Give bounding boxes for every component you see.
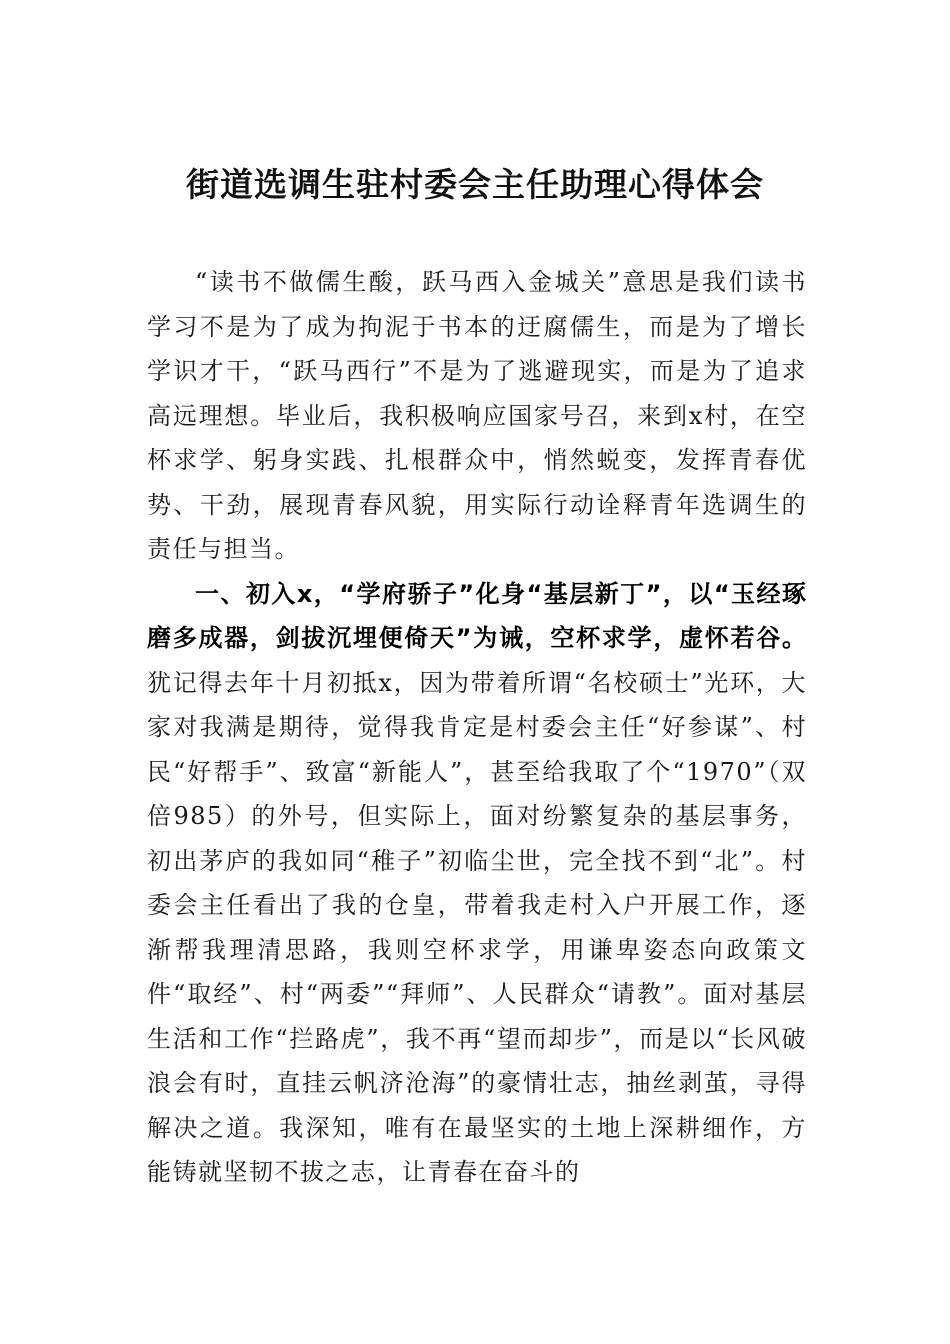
intro-paragraph: “读书不做儒生酸，跃马西入金城关”意思是我们读书学习不是为了成为拘泥于书本的迂腐儒生，而是为了增长学识才干，“跃马西行”不是为了逃避现实，而是为了追求高远理想。毕业后，我积极响应国家号召，来到x村，在空杯求学、躬身实践、扎根群众中，悄然蜕变，发挥青春优势、干劲，展现青春风貌，用实际行动诠释青年选调生的责任与担当。 — [147, 268, 807, 563]
document-body — [147, 260, 807, 1195]
section-1-heading: 一、初入x，“学府骄子”化身“基层新丁”，以“玉经琢磨多成器，剑拔沉埋便倚天”为诫，空杯求学，虚怀若谷。 — [147, 579, 807, 652]
section-1-body: 犹记得去年十月初抵x，因为带着所谓“名校硕士”光环，大家对我满是期待，觉得我肯定是村委会主任“好参谋”、村民“好帮手”、致富“新能人”，甚至给我取了个“1970”（双倍985）的外号，但实际上，面对纷繁复杂的基层事务，初出茅庐的我如同“稚子”初临尘世，完全找不到“北”。村委会主任看出了我的仓皇，带着我走村入户开展工作，逐渐帮我理清思路，我则空杯求学，用谦卑姿态向政策文件“取经”、村“两委”“拜师”、人民群众“请教”。面对基层生活和工作“拦路虎”，我不再“望而却步”，而是以“长风破浪会有时，直挂云帆济沧海”的豪情壮志，抽丝剥茧，寻得解决之道。我深知，唯有在最坚实的土地上深耕细作，方能铸就坚韧不拔之志，让青春在奋斗的 — [147, 668, 807, 1186]
document-title: 街道选调生驻村委会主任助理心得体会 — [186, 165, 764, 204]
section-1-paragraph — [147, 572, 807, 1195]
